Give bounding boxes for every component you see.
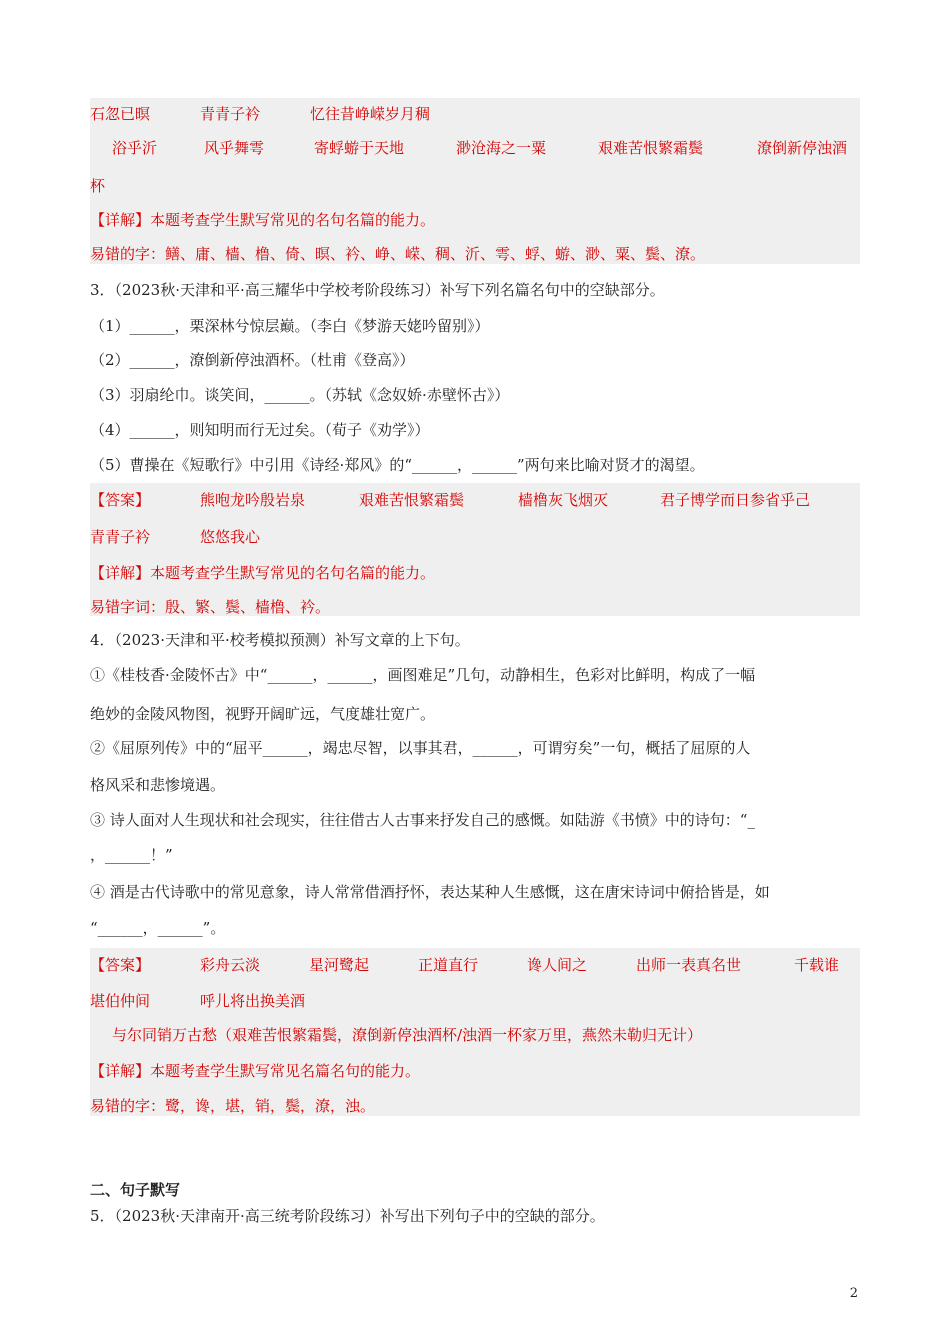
- detail-text: 【详解】本题考查学生默写常见的名句名篇的能力。: [90, 211, 436, 229]
- answer-item: 渺沧海之一粟: [456, 139, 547, 157]
- question-4-para-4-cont: “______，______”。: [90, 919, 226, 937]
- answer-item: 潦倒新停浊酒: [757, 139, 848, 157]
- detail-text: 【详解】本题考查学生默写常见名篇名句的能力。: [90, 1062, 421, 1080]
- section-title: 二、句子默写: [90, 1181, 181, 1199]
- error-chars: 易错的字：鳝、庸、樯、橹、倚、暝、衿、峥、嵘、稠、沂、雩、蜉、蝣、渺、粟、鬓、潦。: [90, 245, 706, 263]
- answer-item: 谗人间之: [527, 956, 588, 974]
- answer-item: 呼儿将出换美酒: [200, 992, 306, 1010]
- answer-item: 熊咆龙吟殷岩泉: [200, 491, 306, 509]
- answer-item: 堪伯仲间: [90, 992, 151, 1010]
- answer-item: 君子博学而日参省乎己: [660, 491, 811, 509]
- answer-item: 浴乎沂: [112, 139, 158, 157]
- question-4-para-3: ③ 诗人面对人生现状和社会现实，往往借古人古事来抒发自己的感慨。如陆游《书愤》中的诗句：“_: [90, 811, 755, 829]
- error-chars: 易错的字：鹭，谗，堪，销，鬓，潦，浊。: [90, 1097, 376, 1115]
- detail-text: 【详解】本题考查学生默写常见的名句名篇的能力。: [90, 564, 436, 582]
- question-5-title: 5．（2023秋·天津南开·高三统考阶段练习）补写出下列句子中的空缺的部分。: [90, 1207, 605, 1225]
- question-3-item-1: （1）______，栗深林兮惊层巅。（李白《梦游天姥吟留别》）: [90, 317, 490, 335]
- answer-item: 与尔同销万古愁（艰难苦恨繁霜鬓，潦倒新停浊酒杯/浊酒一杯家万里，燕然未勒归无计）: [112, 1026, 703, 1044]
- answer-label: 【答案】: [90, 956, 151, 974]
- page-number: 2: [849, 1286, 858, 1301]
- question-3-item-4: （4）______，则知明而行无过矣。（荀子《劝学》）: [90, 421, 430, 439]
- answer-item: 艰难苦恨繁霜鬓: [359, 491, 465, 509]
- answer-item: 青青子衿: [90, 528, 151, 546]
- question-4-para-3-cont: ，______！”: [90, 846, 173, 864]
- question-3-title: 3．（2023秋·天津和平·高三耀华中学校考阶段练习）补写下列名篇名句中的空缺部分。: [90, 281, 665, 299]
- answer-item: 杯: [90, 177, 106, 195]
- answer-item: 樯橹灰飞烟灭: [518, 491, 609, 509]
- question-3-item-5: （5）曹操在《短歌行》中引用《诗经·郑风》的“______，______”两句来比喻对贤才的渴望。: [90, 456, 705, 474]
- answer-item: 彩舟云淡: [200, 956, 261, 974]
- question-3-item-2: （2）______，潦倒新停浊酒杯。（杜甫《登高》）: [90, 351, 415, 369]
- answer-item: 青青子衿: [200, 105, 261, 123]
- question-4-title: 4．（2023·天津和平·校考模拟预测）补写文章的上下句。: [90, 631, 470, 649]
- answer-item: 忆往昔峥嵘岁月稠: [310, 105, 431, 123]
- question-4-para-1-cont: 绝妙的金陵风物图，视野开阔旷远，气度雄壮宽广。: [90, 705, 436, 723]
- answer-item: 寄蜉蝣于天地: [314, 139, 405, 157]
- question-3-item-3: （3）羽扇纶巾。谈笑间，______。（苏轼《念奴娇·赤壁怀古》）: [90, 386, 510, 404]
- answer-label: 【答案】: [90, 491, 151, 509]
- error-chars: 易错字词：殷、繁、鬓、樯橹、衿。: [90, 598, 331, 616]
- question-4-para-4: ④ 酒是古代诗歌中的常见意象，诗人常常借酒抒怀，表达某种人生感慨，这在唐宋诗词中俯拾皆是，如: [90, 883, 770, 901]
- answer-item: 石忽已暝: [90, 105, 151, 123]
- answer-item: 千载谁: [794, 956, 840, 974]
- answer-item: 星河鹭起: [309, 956, 370, 974]
- answer-item: 艰难苦恨繁霜鬓: [598, 139, 704, 157]
- question-4-para-2: ②《屈原列传》中的“屈平______，竭忠尽智，以事其君，______，可谓穷矣”一句，概括了屈原的人: [90, 739, 751, 757]
- answer-item: 正道直行: [418, 956, 479, 974]
- answer-item: 出师一表真名世: [636, 956, 742, 974]
- question-4-para-2-cont: 格风采和悲惨境遇。: [90, 776, 226, 794]
- question-4-para-1: ①《桂枝香·金陵怀古》中“______，______，画图难足”几句，动静相生，色彩对比鲜明，构成了一幅: [90, 666, 756, 684]
- answer-item: 风乎舞雩: [204, 139, 265, 157]
- answer-item: 悠悠我心: [200, 528, 261, 546]
